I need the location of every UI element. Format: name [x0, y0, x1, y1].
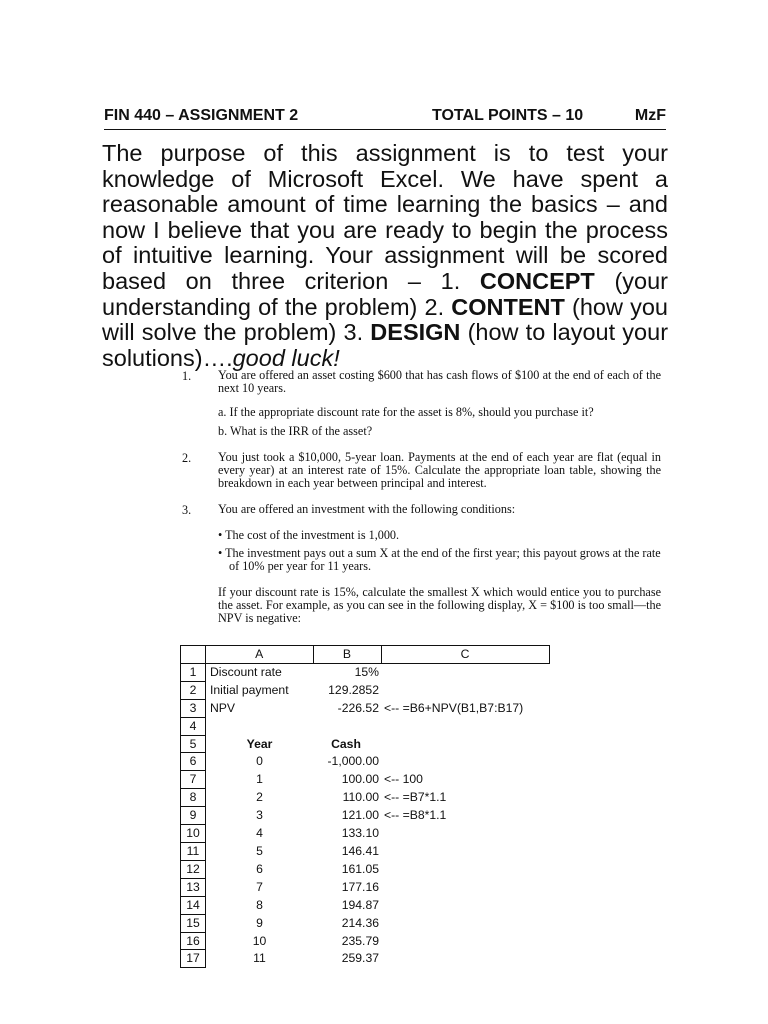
column-header-b: B — [313, 646, 381, 664]
cell-a: Year — [246, 736, 273, 751]
column-header-row — [181, 646, 550, 664]
cell-c: <-- =B8*1.1 — [384, 808, 447, 823]
sheet-row — [181, 896, 550, 914]
cell-a: 5 — [256, 843, 263, 858]
row-number: 16 — [181, 932, 206, 950]
row-number: 4 — [181, 717, 206, 735]
sheet-row — [181, 860, 550, 878]
sheet-row — [181, 807, 550, 825]
cell-c — [381, 932, 549, 950]
cell-a: 2 — [256, 790, 263, 805]
row-number: 8 — [181, 789, 206, 807]
question-2-text: You just took a $10,000, 5-year loan. Payments at the end of each year are flat (equal in every year) at an interest rate of 15%. Calculate the appropriate loan table, showing the breakdown in each year between principal and interest. — [218, 450, 661, 491]
cell-a: Initial payment — [210, 682, 289, 697]
cell-a: 9 — [256, 915, 263, 930]
cell-b: Cash — [331, 736, 361, 751]
cell-b: 129.2852 — [328, 682, 379, 697]
cell-c: <-- 100 — [384, 772, 423, 787]
sheet-row — [181, 663, 550, 681]
row-number: 15 — [181, 914, 206, 932]
cell-b: 110.00 — [342, 790, 379, 805]
keyword-concept: CONCEPT — [479, 267, 595, 294]
sheet-row — [181, 789, 550, 807]
intro-text-1: The purpose of this assignment is to test your knowledge of Microsoft Excel. We have spent a reasonable amount of time learning the basics – and now I believe that you are ready to begin the process of intuitive learning. Your assignment will be scored based on three criterion – 1. — [102, 140, 668, 294]
row-number: 10 — [181, 825, 206, 843]
cell-c — [381, 860, 549, 878]
cell-a: NPV — [210, 700, 236, 715]
question-1-text: You are offered an asset costing $600 that has cash flows of $100 at the end of each of the next 10 years. — [218, 368, 661, 396]
cell-c — [381, 663, 549, 681]
cell-c — [381, 842, 549, 860]
cell-b — [313, 717, 381, 735]
cell-a: 6 — [256, 861, 263, 876]
intro-paragraph — [102, 141, 668, 371]
row-number: 11 — [181, 842, 206, 860]
course-title: FIN 440 – ASSIGNMENT 2 — [104, 107, 299, 124]
sheet-row — [181, 717, 550, 735]
sheet-row — [181, 825, 550, 843]
cell-c — [381, 753, 549, 771]
cell-c — [381, 914, 549, 932]
cell-a: 7 — [256, 879, 263, 894]
cell-c: <-- =B7*1.1 — [384, 790, 447, 805]
sheet-row — [181, 842, 550, 860]
keyword-design: DESIGN — [370, 319, 461, 346]
sheet-row — [181, 699, 550, 717]
sheet-row — [181, 932, 550, 950]
sheet-row — [181, 950, 550, 968]
row-number: 13 — [181, 878, 206, 896]
cell-a: 0 — [256, 754, 263, 769]
row-number: 7 — [181, 771, 206, 789]
row-number: 12 — [181, 860, 206, 878]
sheet-row — [181, 753, 550, 771]
question-3-number: 3. — [182, 503, 192, 517]
keyword-content: CONTENT — [451, 293, 565, 320]
row-number: 17 — [181, 950, 206, 968]
corner-cell — [181, 646, 206, 664]
cell-a: 10 — [252, 933, 267, 948]
cell-c — [381, 735, 549, 753]
cell-c: <-- =B6+NPV(B1,B7:B17) — [384, 700, 524, 715]
cell-a: 8 — [256, 897, 263, 912]
cell-a: 11 — [253, 951, 266, 966]
cell-a: 4 — [256, 826, 263, 841]
cell-b: 235.79 — [341, 933, 379, 948]
row-number: 14 — [181, 896, 206, 914]
row-number: 3 — [181, 699, 206, 717]
cell-b: 146.41 — [341, 843, 379, 858]
cell-c — [381, 878, 549, 896]
cell-b: 214.36 — [341, 915, 379, 930]
row-number: 5 — [181, 735, 206, 753]
cell-b: -1,000.00 — [327, 754, 379, 769]
cell-a: 1 — [256, 772, 263, 787]
question-3-paragraph: If your discount rate is 15%, calculate the smallest X which would entice you to purchase the asset. For example, as you can see in the following display, X = $100 is too small—the NPV is negative: — [218, 585, 661, 626]
cell-c — [381, 896, 549, 914]
spreadsheet-table — [180, 645, 550, 968]
column-header-c: C — [381, 646, 549, 664]
intro-text-4: (how to layout your solutions)…. — [102, 319, 669, 371]
cell-a: Discount rate — [210, 665, 282, 680]
row-number: 1 — [181, 663, 206, 681]
cell-b: -226.52 — [337, 700, 379, 715]
cell-b: 161.05 — [341, 861, 379, 876]
document-header — [104, 107, 666, 130]
column-header-a: A — [206, 646, 314, 664]
cell-b: 194.87 — [341, 897, 379, 912]
question-1-number: 1. — [182, 369, 192, 383]
question-3-text: You are offered an investment with the following conditions: — [218, 502, 516, 516]
question-3-bullet-1: • The cost of the investment is 1,000. — [218, 528, 400, 542]
sheet-row — [181, 914, 550, 932]
author-initials: MzF — [634, 107, 666, 124]
row-number: 2 — [181, 681, 206, 699]
sheet-row — [181, 771, 550, 789]
question-1b: b. What is the IRR of the asset? — [218, 424, 373, 438]
cell-c — [381, 950, 549, 968]
cell-b: 177.16 — [341, 879, 379, 894]
question-3-bullet-2: • The investment pays out a sum X at the end of the first year; this payout grows at the rate of 10% per year for 11 years. — [218, 546, 661, 574]
sheet-row — [181, 878, 550, 896]
cell-c — [381, 825, 549, 843]
row-number: 6 — [181, 753, 206, 771]
cell-c — [381, 681, 549, 699]
sheet-row — [181, 735, 550, 753]
intro-text-2: (your understanding of the problem) 2. — [102, 267, 668, 320]
question-1a: a. If the appropriate discount rate for the asset is 8%, should you purchase it? — [218, 405, 594, 419]
cell-b: 259.37 — [341, 951, 379, 966]
total-points: TOTAL POINTS – 10 — [432, 107, 584, 124]
sheet-row — [181, 681, 550, 699]
closing-remark: good luck! — [232, 344, 340, 371]
cell-c — [381, 717, 549, 735]
cell-b: 133.10 — [341, 826, 379, 841]
cell-b: 15% — [354, 665, 379, 680]
cell-b: 100.00 — [341, 772, 379, 787]
row-number: 9 — [181, 807, 206, 825]
intro-text-3: (how you will solve the problem) 3. — [102, 293, 669, 346]
cell-a — [206, 717, 314, 735]
cell-a: 3 — [256, 808, 263, 823]
question-2-number: 2. — [182, 451, 192, 465]
cell-b: 121.00 — [341, 808, 379, 823]
